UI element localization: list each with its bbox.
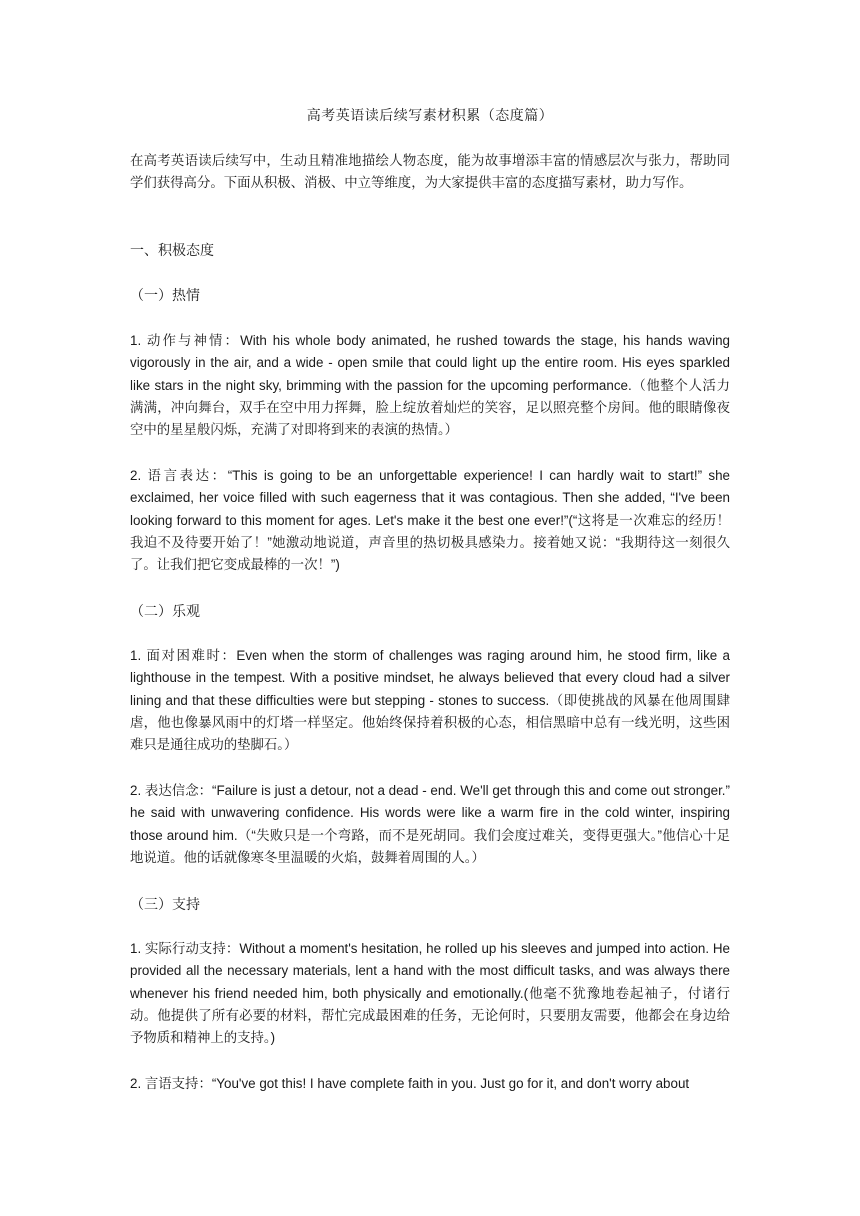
subheading-optimism: （二）乐观 [130,603,200,619]
intro-paragraph: 在高考英语读后续写中，生动且精准地描绘人物态度，能为故事增添丰富的情感层次与张力，帮助同学们获得高分。下面从积极、消极、中立等维度，为大家提供丰富的态度描写素材，助力写作。 [130,153,730,191]
subheading-enthusiasm: （一）热情 [130,287,200,303]
page-title: 高考英语读后续写素材积累（态度篇） [306,107,554,123]
subheading-support: （三）支持 [130,896,200,912]
paragraph-enthusiasm-speech: 2. 语言表达：“This is going to be an unforgettable experience! I can hardly wait to start!” she exclaimed, her voice filled with such eagerness that it was contagious. Then she added, “I've been looking forward to this moment for ages. Let's make it the best one ever!”(“这将是一次难忘的经历！我迫不及待要开始了！”她激动地说道，声音里的热切极具感染力。接着她又说：“我期待这一刻很久了。让我们把它变成最棒的一次！”) [130,468,730,573]
paragraph-optimism-difficulty: 1. 面对困难时：Even when the storm of challenges was raging around him, he stood firm, like a lighthouse in the tempest. With a positive mindset, he always believed that every cloud had a silver lining and that these difficulties were but stepping - stones to success.（即使挑战的风暴在他周围肆虐，他也像暴风雨中的灯塔一样坚定。他始终保持着积极的心态，相信黑暗中总有一线光明，这些困难只是通往成功的垫脚石。） [130,648,730,753]
paragraph-optimism-belief: 2. 表达信念：“Failure is just a detour, not a dead - end. We'll get through this and come out stronger.” he said with unwavering confidence. His words were like a warm fire in the cold winter, inspiring those around him.（“失败只是一个弯路，而不是死胡同。我们会度过难关，变得更强大。”他信心十足地说道。他的话就像寒冬里温暖的火焰，鼓舞着周围的人。） [130,783,730,865]
paragraph-support-speech: 2. 言语支持：“You've got this! I have complete faith in you. Just go for it, and don't worry about [130,1076,690,1091]
section-heading-positive: 一、积极态度 [130,242,214,258]
paragraph-support-action: 1. 实际行动支持：Without a moment's hesitation, he rolled up his sleeves and jumped into action. He provided all the necessary materials, lent a hand with the most difficult tasks, and was always there whenever his friend needed him, both physically and emotionally.(他毫不犹豫地卷起袖子，付诸行动。他提供了所有必要的材料，帮忙完成最困难的任务，无论何时，只要朋友需要，他都会在身边给予物质和精神上的支持。) [130,941,730,1046]
paragraph-enthusiasm-action: 1. 动作与神情：With his whole body animated, he rushed towards the stage, his hands waving vigorously in the air, and a wide - open smile that could light up the entire room. His eyes sparkled like stars in the night sky, brimming with the passion for the upcoming performance.（他整个人活力满满，冲向舞台，双手在空中用力挥舞，脸上绽放着灿烂的笑容，足以照亮整个房间。他的眼睛像夜空中的星星般闪烁，充满了对即将到来的表演的热情。） [130,333,730,438]
